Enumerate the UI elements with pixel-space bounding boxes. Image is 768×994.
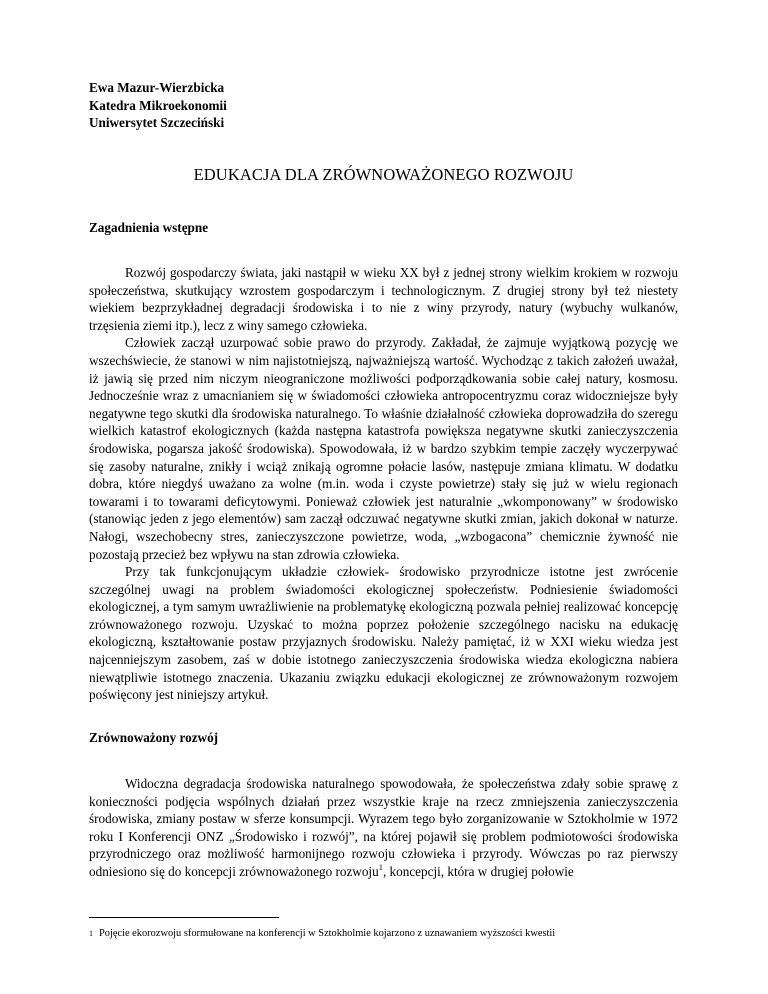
footnote-separator <box>89 917 279 918</box>
section-heading-sustainable: Zrównoważony rozwój <box>89 730 219 745</box>
paragraph-tail: , koncepcji, która w drugiej połowie <box>382 863 574 879</box>
section-intro-body <box>89 264 678 704</box>
footnote-reference[interactable]: 1 <box>378 861 383 872</box>
footnote-number: 1 <box>89 929 93 938</box>
section-sustainable-body <box>89 775 678 881</box>
paragraph: Przy tak funkcjonującym układzie człowiek- środowisko przyrodnicze istotne jest zwrócenie szczególnej uwagi na problem świadomości ekologicznej społeczeństw. Podniesienie świadomości ekologicznej, a tym samym uwrażliwienie na problematykę ekologiczną pozwala pełniej realizować koncepcję zrównoważonego rozwoju. Uzyskać to można poprzez położenie szczególnego nacisku na edukację ekologiczną, kształtowanie postaw przyjaznych środowisku. Należy pamiętać, iż w XXI wieku wiedza jest najcenniejszym zasobem, zaś w dobie istotnego zanieczyszczenia środowiska wiedza ekologiczna nabiera niewątpliwie istotnego znaczenia. Ukazaniu związku edukacji ekologicznej ze zrównoważonym rozwojem poświęcony jest niniejszy artykuł. <box>89 564 678 703</box>
author-block <box>89 79 227 132</box>
author-university: Uniwersytet Szczeciński <box>89 115 225 130</box>
paper-title: EDUKACJA DLA ZRÓWNOWAŻONEGO ROZWOJU <box>193 165 574 184</box>
author-department: Katedra Mikroekonomii <box>89 97 227 113</box>
paragraph-text: Widoczna degradacja środowiska naturalnego spowodowała, że społeczeństwa zdały sobie sprawę z konieczności podjęcia wspólnych działań przez wszystkie kraje na rzecz zmniejszenia zanieczyszczenia środowiska, zmiany postaw w sferze konsumpcji. Wyrazem tego było zorganizowanie w Sztokholmie w 1972 roku I Konferencji ONZ „Środowisko i rozwój”, na której pojawił się problem podmiotowości środowiska przyrodniczego oraz możliwość harmonijnego rozwoju człowieka i przyrody. Wówczas po raz pierwszy odniesiono się do koncepcji zrównoważonego rozwoju <box>89 776 678 879</box>
paragraph <box>89 775 678 881</box>
section-heading-intro: Zagadnienia wstępne <box>89 220 209 235</box>
author-name: Ewa Mazur-Wierzbicka <box>89 80 225 95</box>
footnote-text: Pojęcie ekorozwoju sformułowane na konferencji w Sztokholmie kojarzono z uznawaniem wyższości kwestii <box>99 928 556 939</box>
paragraph: Rozwój gospodarczy świata, jaki nastąpił w wieku XX był z jednej strony wielkim krokiem w rozwoju społeczeństwa, skutkujący wzrostem gospodarczym i technologicznym. Z drugiej strony był też niestety wiekiem bezprzykładnej degradacji środowiska i to nie z winy przyrody, natury (wybuchy wulkanów, trzęsienia ziemi itp.), lecz z winy samego człowieka. <box>89 265 678 333</box>
footnote <box>89 927 678 940</box>
paragraph: Człowiek zaczął uzurpować sobie prawo do przyrody. Zakładał, że zajmuje wyjątkową pozycję we wszechświecie, że stanowi w nim najistotniejszą, najważniejszą wartość. Wychodząc z takich założeń uważał, iż jawią się przed nim niczym nieograniczone możliwości podporządkowania sobie całej natury, kosmosu. Jednocześnie wraz z umacnianiem się w świadomości człowieka antropocentryzmu coraz widoczniejsze były negatywne tego skutki dla środowiska naturalnego. To właśnie działalność człowieka doprowadziła do szeregu wielkich katastrof ekologicznych (każda następna katastrofa powiększa negatywne skutki zanieczyszczenia środowiska, pogarsza jakość środowiska). Spowodowała, iż w bardzo szybkim tempie zaczęły wyczerpywać się zasoby naturalne, znikły i wciąż znikają ogromne połacie lasów, następuje zmiana klimatu. W dodatku dobra, które niegdyś uważano za wolne (m.in. woda i czyste powietrze) stały się już w wielu regionach towarami i to towarami deficytowymi. Ponieważ człowiek jest naturalnie „wkomponowany” w środowisko (stanowiąc jeden z jego elementów) sam zaczął odczuwać negatywne skutki zmian, jakich dokonał w naturze. Nałogi, wszechobecny stres, zanieczyszczone powietrze, woda, „wzbogacona” chemicznie żywność nie pozostają przecież bez wpływu na stan zdrowia człowieka. <box>89 335 678 562</box>
